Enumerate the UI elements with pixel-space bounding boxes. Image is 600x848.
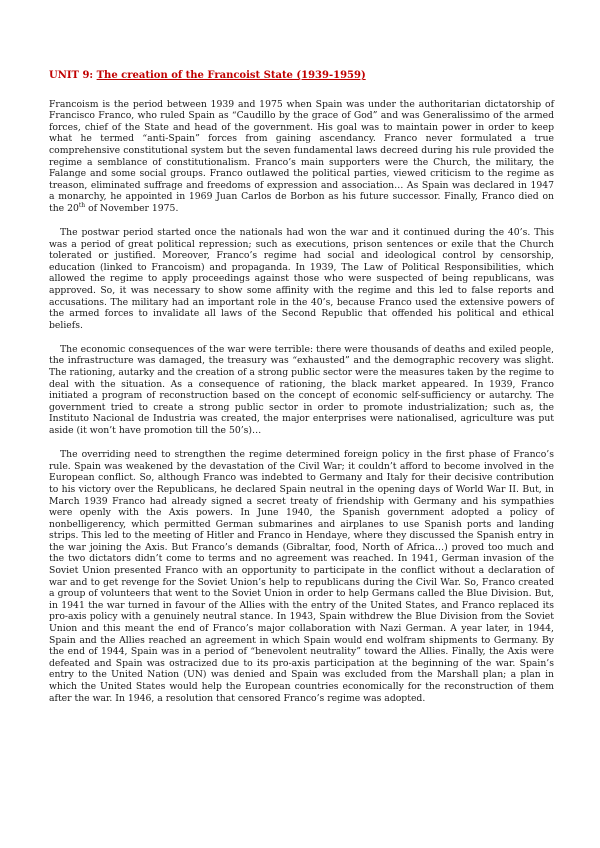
paragraph-francoism-end: of November 1975. [85,202,179,214]
document-body [49,70,554,717]
paragraph-francoism-text: Francoism is the period between 1939 and 1975 when Spain was under the authoritarian dictatorship of Francisco Franco, who ruled Spain as “Caudillo by the grace of God” and was Generalissimo of the armed forces, chief of the State and head of the government. His goal was to maintain power in order to keep what he termed “anti-Spain” forces from gaining ascendancy. Franco never formulated a true comprehensive constitutional system but the seven fundamental laws decreed during his rule provided the regime a semblance of constitutionalism. Franco’s main supporters were the Church, the military, the Falange and some social groups. Franco outlawed the political parties, viewed criticism to the regime as treason, eliminated suffrage and freedoms of expression and association… As Spain was declared in 1947 a monarchy, he appointed in 1969 Juan Carlos de Borbon as his future successor. Finally, Franco died on the 20 [49,98,554,214]
paragraph-foreign-policy: The overriding need to strengthen the regime determined foreign policy in the first phase of Franco’s rule. Spain was weakened by the devastation of the Civil War; it couldn’t afford to become involved in the European conflict. So, although Franco was indebted to Germany and Italy for their decisive contribution to his victory over the Republicans, he declared Spain neutral in the opening days of World War II. But, in March 1939 Franco had already signed a secret treaty of friendship with Germany and his sympathies were openly with the Axis powers. In June 1940, the Spanish government adopted a policy of nonbelligerency, which permitted German submarines and airplanes to use Spanish ports and landing strips. This led to the meeting of Hitler and Franco in Hendaye, where they discussed the Spanish entry in the war joining the Axis. But Franco’s demands (Gibraltar, food, North of Africa…) proved too much and the two dictators didn’t come to terms and no agreement was reached. In 1941, German invasion of the Soviet Union presented Franco with an opportunity to participate in the conflict without a declaration of war and to get revenge for the Soviet Union’s help to republicans during the Civil War. So, Franco created a group of volunteers that went to the Soviet Union in order to help Germans called the Blue Division. But, in 1941 the war turned in favour of the Allies with the entry of the United States, and Franco replaced its pro-axis policy with a genuinely neutral stance. In 1943, Spain withdrew the Blue Division from the Soviet Union and this meant the end of Franco’s major collaboration with Nazi German. A year later, in 1944, Spain and the Allies reached an agreement in which Spain would end wolfram shipments to Germany. By the end of 1944, Spain was in a period of “benevolent neutrality” toward the Allies. Finally, the Axis were defeated and Spain was ostracized due to its pro-axis participation at the beginning of the war. Spain’s entry to the United Nation (UN) was denied and Spain was excluded from the Marshall plan; a plan in which the United States would help the European countries economically for the reconstruction of them after the war. In 1946, a resolution that censored Franco’s regime was adopted. [49,449,554,704]
ordinal-superscript: th [78,201,86,209]
paragraph-postwar: The postwar period started once the nationals had won the war and it continued during the 40’s. This was a period of great political repression; such as executions, prison sentences or exile that the Church tolerated or justified. Moreover, Franco’s regime had social and ideological control by censorship, education (linked to Francoism) and propaganda. In 1939, The Law of Political Responsibilities, which allowed the regime to apply proceedings against those who were suspected of being republicans, was approved. So, it was necessary to show some affinity with the regime and this led to false reports and accusations. The military had an important role in the 40’s, because Franco used the extensive powers of the armed forces to invalidate all laws of the Second Republic that offended his political and ethical beliefs. [49,227,554,331]
paragraph-economy: The economic consequences of the war were terrible: there were thousands of deaths and exiled people, the infrastructure was damaged, the treasury was “exhausted” and the demographic recovery was slight. The rationing, autarky and the creation of a strong public sector were the measures taken by the regime to deal with the situation. As a consequence of rationing, the black market appeared. In 1939, Franco initiated a program of reconstruction based on the concept of economic self-sufficiency or autarchy. The government tried to create a strong public sector in order to promote industrialization; such as, the Instituto Nacional de Industria was created, the major enterprises were nationalised, agriculture was put aside (it won’t have promotion till the 50’s)… [49,343,554,437]
unit-topic: The creation of the Francoist State (1939-1959) [96,70,366,81]
paragraph-francoism [49,99,554,215]
unit-title [49,70,554,82]
unit-label: UNIT 9: [49,70,94,81]
